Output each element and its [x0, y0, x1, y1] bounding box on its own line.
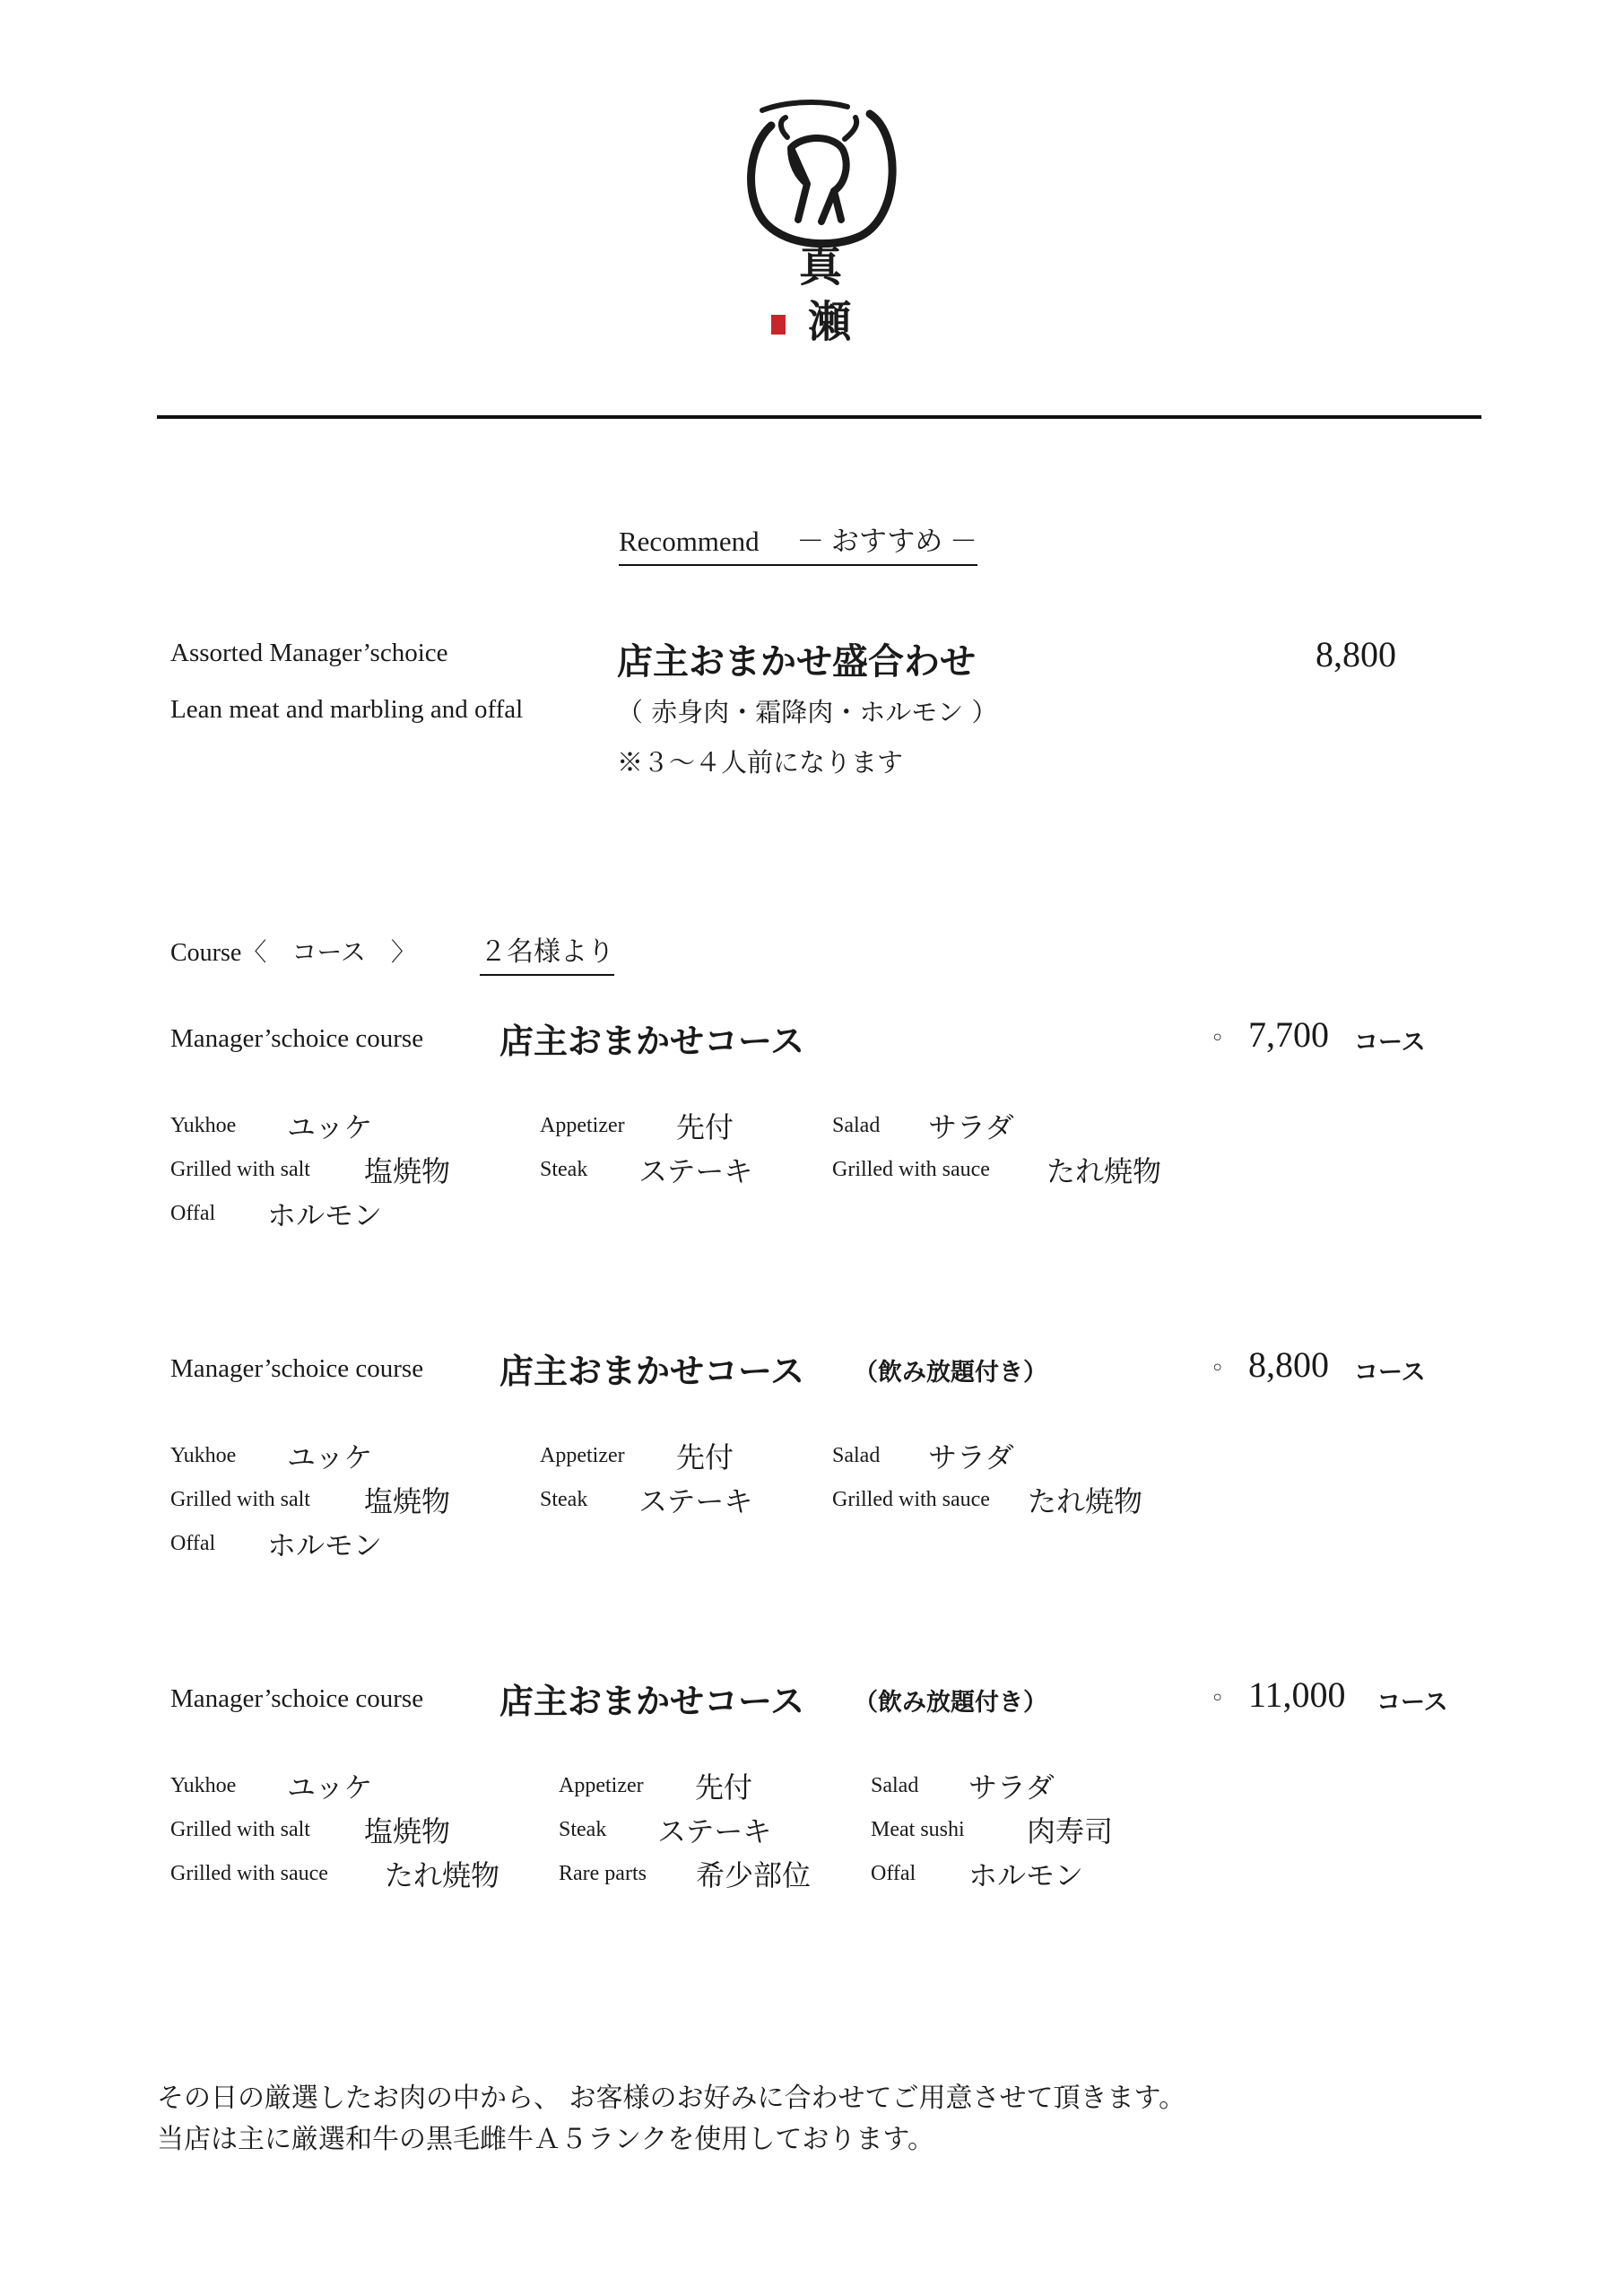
restaurant-logo	[735, 94, 906, 363]
course-name-jp: 店主おまかせコース	[499, 1681, 805, 1721]
course-price: 11,000	[1248, 1674, 1346, 1715]
menu-item-jp: たれ焼物	[1046, 1154, 1162, 1188]
menu-item-jp: 先付	[676, 1440, 734, 1474]
menu-item-jp: ホルモン	[267, 1528, 383, 1562]
recommend-desc-jp: （ 赤身肉・霜降肉・ホルモン ）	[617, 697, 998, 727]
menu-item-en: Meat sushi	[871, 1818, 965, 1841]
menu-item-en: Yukhoe	[170, 1114, 237, 1137]
menu-item-en: Grilled with salt	[170, 1158, 310, 1181]
menu-item-jp: 先付	[695, 1770, 753, 1805]
seal-stamp	[771, 315, 786, 335]
recommend-name-en: Assorted Manager’schoice	[170, 639, 448, 667]
course-price: 7,700	[1248, 1014, 1329, 1055]
course-sub-jp: （飲み放題付き）	[854, 1359, 1047, 1387]
menu-item-en: Appetizer	[540, 1444, 625, 1467]
course-name-en: Manager’schoice course	[170, 1024, 424, 1053]
svg-text:瀬: 瀬	[807, 297, 852, 347]
menu-item-jp: 先付	[676, 1110, 734, 1144]
course-name-jp: 店主おまかせコース	[499, 1351, 805, 1391]
menu-item-jp: ステーキ	[638, 1154, 753, 1188]
menu-item-jp: ユッケ	[287, 1110, 373, 1144]
menu-item-en: Steak	[540, 1158, 588, 1181]
menu-item-en: Steak	[540, 1488, 588, 1511]
course-unit: コース	[1376, 1689, 1448, 1717]
menu-item-en: Rare parts	[559, 1862, 647, 1885]
header-divider	[157, 415, 1481, 419]
menu-item-en: Grilled with sauce	[170, 1862, 328, 1885]
recommend-heading	[619, 518, 977, 566]
course-header-label: Course〈 コース 〉	[170, 939, 416, 967]
svg-text:真: 真	[798, 241, 843, 291]
course-unit: コース	[1354, 1029, 1426, 1057]
recommend-price: 8,800	[1316, 634, 1396, 674]
course-name-en: Manager’schoice course	[170, 1684, 424, 1713]
menu-item-en: Yukhoe	[170, 1444, 237, 1467]
recommend-desc-en: Lean meat and marbling and offal	[170, 695, 524, 724]
menu-item-jp: ユッケ	[287, 1770, 373, 1805]
menu-item-jp: サラダ	[928, 1110, 1014, 1144]
menu-item-jp: ホルモン	[267, 1198, 383, 1232]
recommend-heading-jp: － おすすめ －	[796, 526, 977, 557]
menu-item-jp: 塩焼物	[364, 1814, 451, 1848]
course-price: 8,800	[1248, 1344, 1329, 1385]
course-header-min: ２名様より	[480, 929, 614, 976]
menu-item-jp: ステーキ	[638, 1484, 753, 1518]
menu-item-en: Offal	[871, 1862, 916, 1885]
recommend-heading-en: Recommend	[619, 526, 760, 557]
course-unit: コース	[1354, 1359, 1426, 1387]
menu-item-en: Steak	[559, 1818, 607, 1841]
menu-item-jp: ステーキ	[657, 1814, 772, 1848]
menu-item-en: Grilled with salt	[170, 1488, 310, 1511]
menu-item-jp: たれ焼物	[385, 1858, 500, 1892]
footer-note-line-2: 当店は主に厳選和牛の黒毛雌牛Ａ５ランクを使用しております。	[157, 2124, 934, 2155]
course-name-jp: 店主おまかせコース	[499, 1021, 805, 1061]
menu-item-jp: 希少部位	[696, 1858, 812, 1892]
menu-item-en: Offal	[170, 1202, 216, 1225]
recommend-name-jp: 店主おまかせ盛合わせ	[617, 640, 976, 683]
menu-item-jp: ホルモン	[968, 1858, 1084, 1892]
menu-item-jp: ユッケ	[287, 1440, 373, 1474]
menu-item-jp: たれ焼物	[1028, 1484, 1143, 1518]
menu-item-en: Grilled with salt	[170, 1818, 310, 1841]
menu-item-en: Offal	[170, 1532, 216, 1555]
menu-item-jp: 塩焼物	[364, 1154, 451, 1188]
menu-item-en: Appetizer	[540, 1114, 625, 1137]
menu-item-en: Grilled with sauce	[832, 1488, 990, 1511]
menu-item-jp: サラダ	[968, 1770, 1055, 1805]
menu-item-en: Salad	[871, 1774, 919, 1797]
footer-note-line-1: その日の厳選したお肉の中から、 お客様のお好みに合わせてご用意させて頂きます。	[157, 2083, 1186, 2114]
course-sub-jp: （飲み放題付き）	[854, 1689, 1047, 1717]
menu-item-jp: サラダ	[928, 1440, 1014, 1474]
bull-brush-logo-icon	[735, 94, 906, 363]
recommend-note-jp: ※３～４人前になります	[617, 747, 904, 778]
menu-item-en: Salad	[832, 1444, 881, 1467]
price-bullet-icon: ◦	[1211, 1025, 1225, 1052]
menu-item-en: Grilled with sauce	[832, 1158, 990, 1181]
menu-item-en: Salad	[832, 1114, 881, 1137]
menu-item-en: Appetizer	[559, 1774, 644, 1797]
menu-item-en: Yukhoe	[170, 1774, 237, 1797]
course-name-en: Manager’schoice course	[170, 1354, 424, 1383]
price-bullet-icon: ◦	[1211, 1355, 1225, 1382]
menu-item-jp: 塩焼物	[364, 1484, 451, 1518]
price-bullet-icon: ◦	[1211, 1685, 1225, 1712]
menu-item-jp: 肉寿司	[1027, 1814, 1114, 1848]
